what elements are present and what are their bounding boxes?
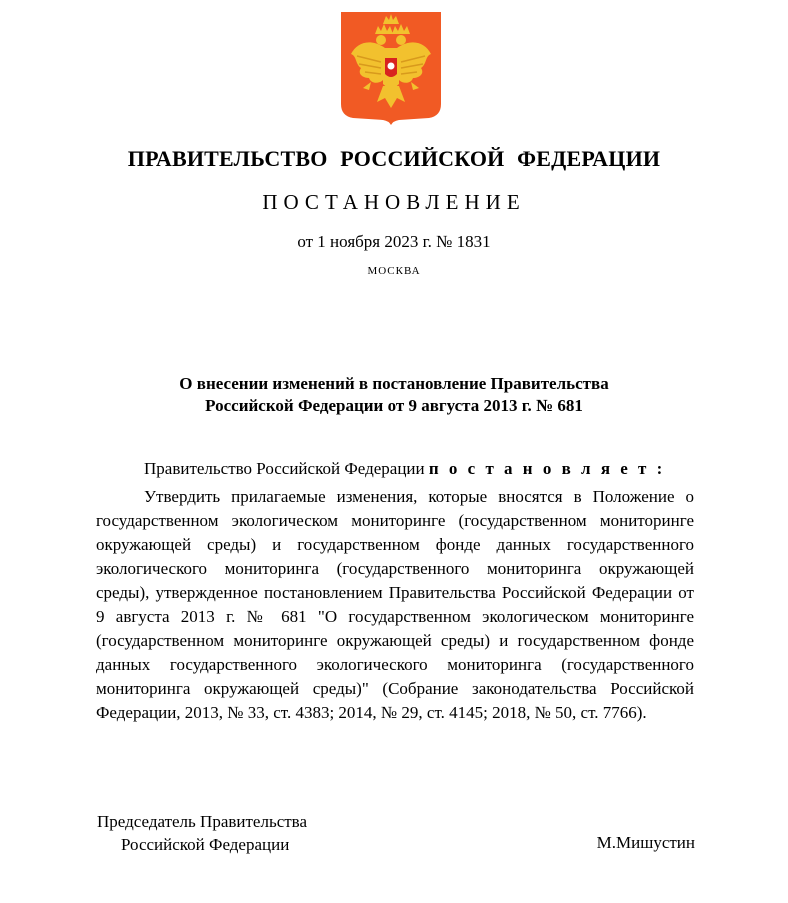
intro-text: Правительство Российской Федерации — [144, 459, 425, 478]
decree-subject — [0, 373, 788, 417]
coat-of-arms-icon — [341, 12, 441, 125]
signatory-name: М.Мишустин — [596, 833, 695, 852]
subject-line-2: Российской Федерации от 9 августа 2013 г. № 681 — [205, 396, 583, 415]
signatory-title-line-2: Российской Федерации — [121, 835, 290, 854]
government-title: ПРАВИТЕЛЬСТВО РОССИЙСКОЙ ФЕДЕРАЦИИ — [127, 146, 661, 171]
decree-body-paragraph: Утвердить прилагаемые изменения, которые вносятся в Положение о государственном экологическом мониторинге (государственном мониторинге окружающей среды) и государственном фонде данных государственного экологического мониторинга (государственного мониторинга окружающей среды), утвержденное постановлением Правительства Российской Федерации от 9 августа 2013 г. № 681 "О государственном экологическом мониторинге (государственном мониторинге окружающей среды) и государственном фонде данных государственного экологического мониторинга (государственного мониторинга окружающей среды)" (Собрание законодательства Российской Федерации, 2013, № 33, ст. 4383; 2014, № 29, ст. 4145; 2018, № 50, ст. 7766). — [96, 487, 694, 722]
signatory-title-line-1: Председатель Правительства — [97, 812, 308, 831]
decree-date-number: от 1 ноября 2023 г. № 1831 — [297, 232, 491, 251]
signatory-title — [97, 810, 307, 856]
decree-intro — [96, 457, 694, 481]
decides-word: п о с т а н о в л я е т : — [428, 459, 666, 478]
city: МОСКВА — [367, 265, 421, 277]
document-type: ПОСТАНОВЛЕНИЕ — [262, 190, 526, 214]
subject-line-1: О внесении изменений в постановление Правительства — [179, 374, 609, 393]
